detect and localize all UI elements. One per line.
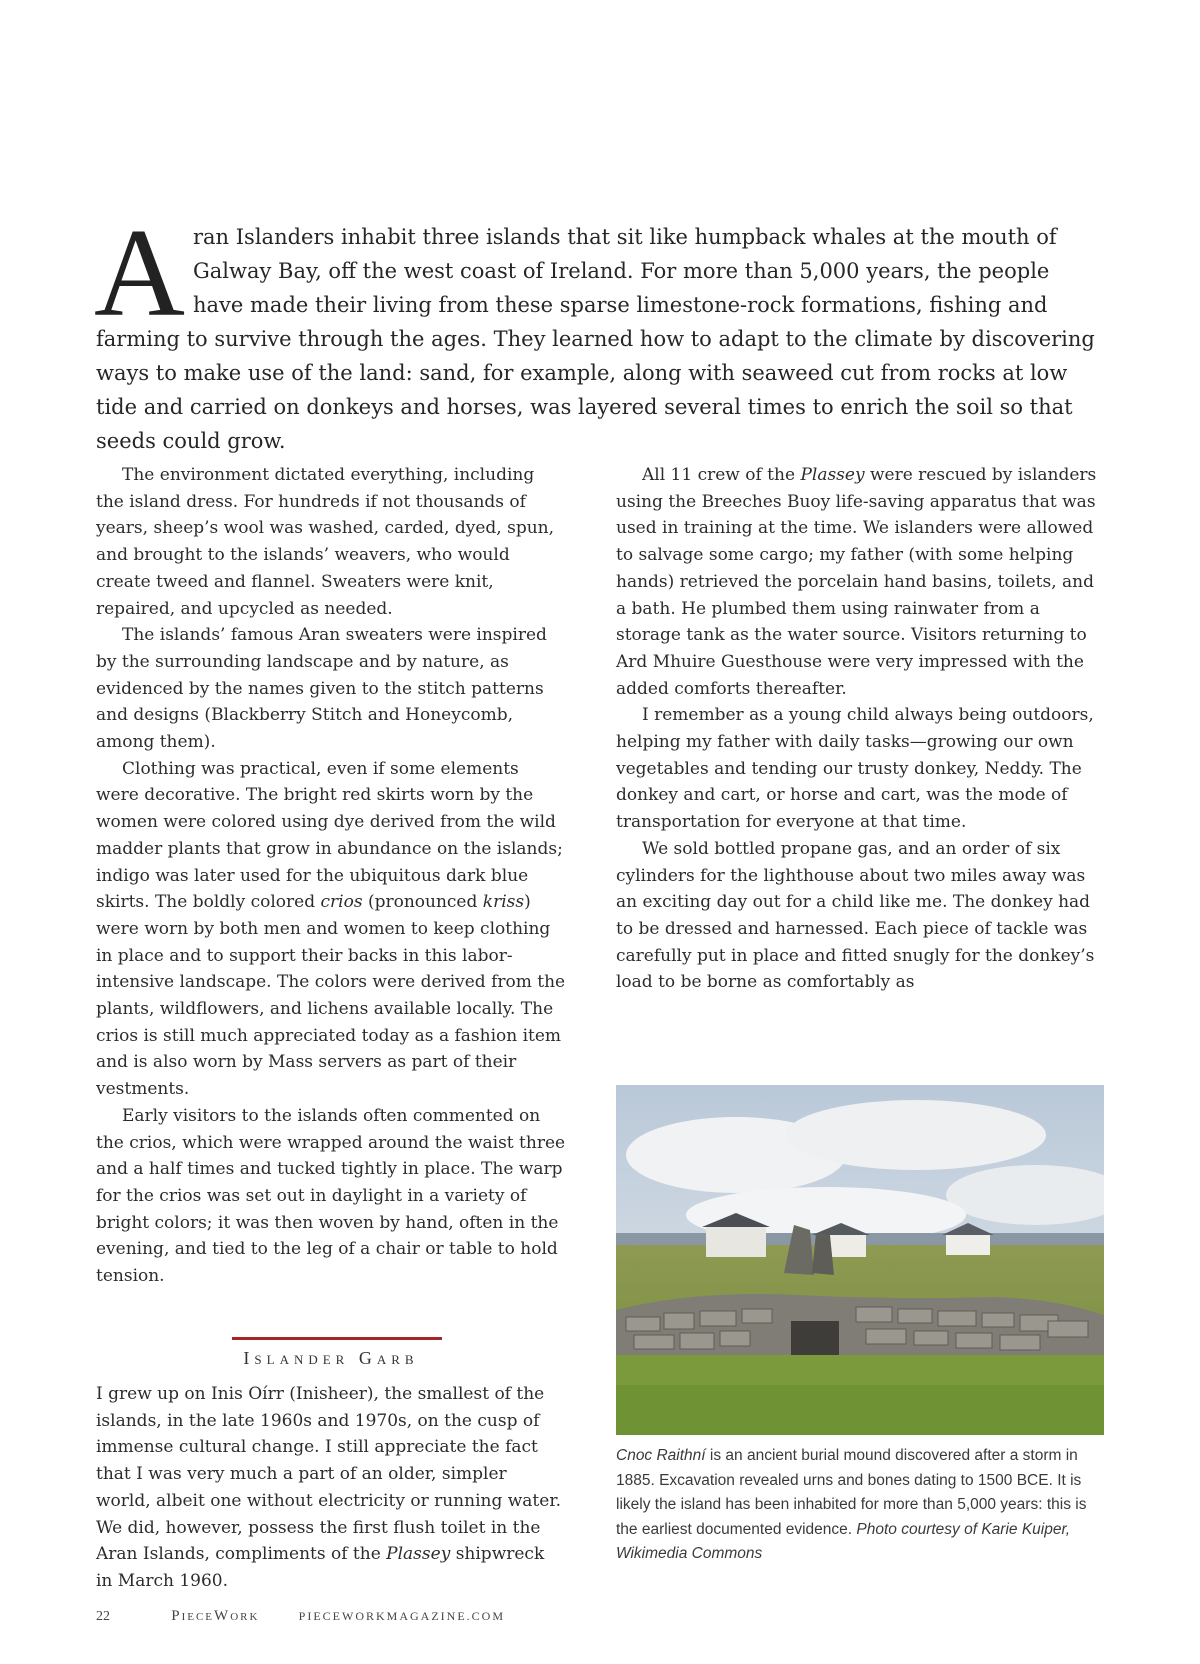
body-paragraph: I remember as a young child always being outdoors, helping my father with daily tasks—growing our own vegetables and tending our trusty donkey, Neddy. The donkey and cart, or horse and cart, was the mode of transportation for everyone at that time. <box>616 705 1094 833</box>
intro-paragraph <box>94 204 1102 458</box>
italic-term: crios <box>320 892 363 913</box>
drop-cap: A <box>94 204 185 343</box>
burial-mound-photo <box>616 1085 1104 1435</box>
body-paragraph: The islands’ famous Aran sweaters were inspired by the surrounding landscape and by nature, as evidenced by the names given to the stitch patterns and designs (Blackberry Stitch and Honeycomb, among them). <box>96 625 547 753</box>
body-paragraph: Early visitors to the islands often commented on the crios, which were wrapped around the waist three and a half times and tucked tightly in place. The warp for the crios was set out in daylight in a variety of bright colors; it was then woven by hand, often in the evening, and tied to the leg of a chair or table to hold tension. <box>96 1105 566 1287</box>
magazine-name: PieceWork <box>171 1608 260 1624</box>
page-footer <box>96 1608 505 1625</box>
text-run: shipwreck in March 1960. <box>96 1544 545 1591</box>
text-run: All 11 crew of the <box>642 465 801 485</box>
photo-caption <box>616 1444 1106 1567</box>
italic-term: Plassey <box>800 465 865 485</box>
section-heading: Islander Garb <box>243 1348 419 1368</box>
text-run: (pronounced <box>362 892 483 913</box>
page-number: 22 <box>96 1609 110 1624</box>
body-paragraph <box>616 462 1104 702</box>
text-run: were rescued by islanders using the Breeches Buoy life-saving apparatus that was used in training at the time. We islanders were allowed to salvage some cargo; my father (with some helping hands) retrieved the porcelain hand basins, toilets, and a bath. He plumbed them using rainwater from a storage tank as the water source. Visitors returning to Ard Mhuire Guesthouse were very impressed with the added comforts thereafter. <box>616 465 1097 699</box>
section-body <box>96 1381 566 1595</box>
right-column <box>616 462 1104 996</box>
intro-text: ran Islanders inhabit three islands that sit like humpback whales at the mouth of Galway Bay, off the west coast of Ireland. For more than 5,000 years, the people have made their living from these sparse limestone-rock formations, fishing and farming to survive through the ages. They learned how to adapt to the climate by discovering ways to make use of the land: sand, for example, along with seaweed cut from rocks at low tide and carried on donkeys and horses, was layered several times to enrich the soil so that seeds could grow. <box>96 225 1095 453</box>
body-paragraph <box>96 1381 566 1595</box>
magazine-url: PIECEWORKMAGAZINE.COM <box>298 1609 505 1623</box>
body-paragraph <box>96 756 566 1103</box>
text-run: Clothing was practical, even if some elements were decorative. The bright red skirts worn by the women were colored using dye derived from the wild madder plants that grow in abundance on the islands; indigo was later used for the ubiquitous dark blue skirts. The boldly colored <box>96 758 563 913</box>
caption-text: is an ancient burial mound discovered after a storm in 1885. Excavation revealed urns and bones dating to 1500 BCE. It is likely the island has been inhabited for more than 5,000 years: this is the earliest documented evidence. <box>616 1447 1087 1538</box>
text-run: I grew up on Inis Oírr (Inisheer), the smallest of the islands, in the late 1960s and 1970s, on the cusp of immense cultural change. I still appreciate the fact that I was very much a part of an older, simpler world, albeit one without electricity or running water. We did, however, possess the first flush toilet in the Aran Islands, compliments of the <box>96 1384 561 1565</box>
body-paragraph: We sold bottled propane gas, and an order of six cylinders for the lighthouse about two miles away was an exciting day out for a child like me. The donkey had to be dressed and harnessed. Each piece of tackle was carefully put in place and fitted snugly for the donkey’s load to be borne as comfortably as <box>616 838 1095 993</box>
italic-term: Plassey <box>386 1544 451 1565</box>
section-divider <box>232 1337 442 1340</box>
left-column <box>96 462 566 1290</box>
photo-credit: Photo courtesy of Karie Kuiper, Wikimedia Commons <box>616 1520 1071 1562</box>
text-run: ) were worn by both men and women to keep clothing in place and to support their backs in this labor-intensive landscape. The colors were derived from the plants, wildflowers, and lichens available locally. The crios is still much appreciated today as a fashion item and is also worn by Mass servers as part of their vestments. <box>96 892 566 1100</box>
italic-term: kriss <box>482 892 525 913</box>
caption-site-name: Cnoc Raithní <box>616 1447 706 1464</box>
body-paragraph: The environment dictated everything, including the island dress. For hundreds if not thousands of years, sheep’s wool was washed, carded, dyed, spun, and brought to the islands’ weavers, who would create tweed and flannel. Sweaters were knit, repaired, and upcycled as needed. <box>96 465 555 619</box>
